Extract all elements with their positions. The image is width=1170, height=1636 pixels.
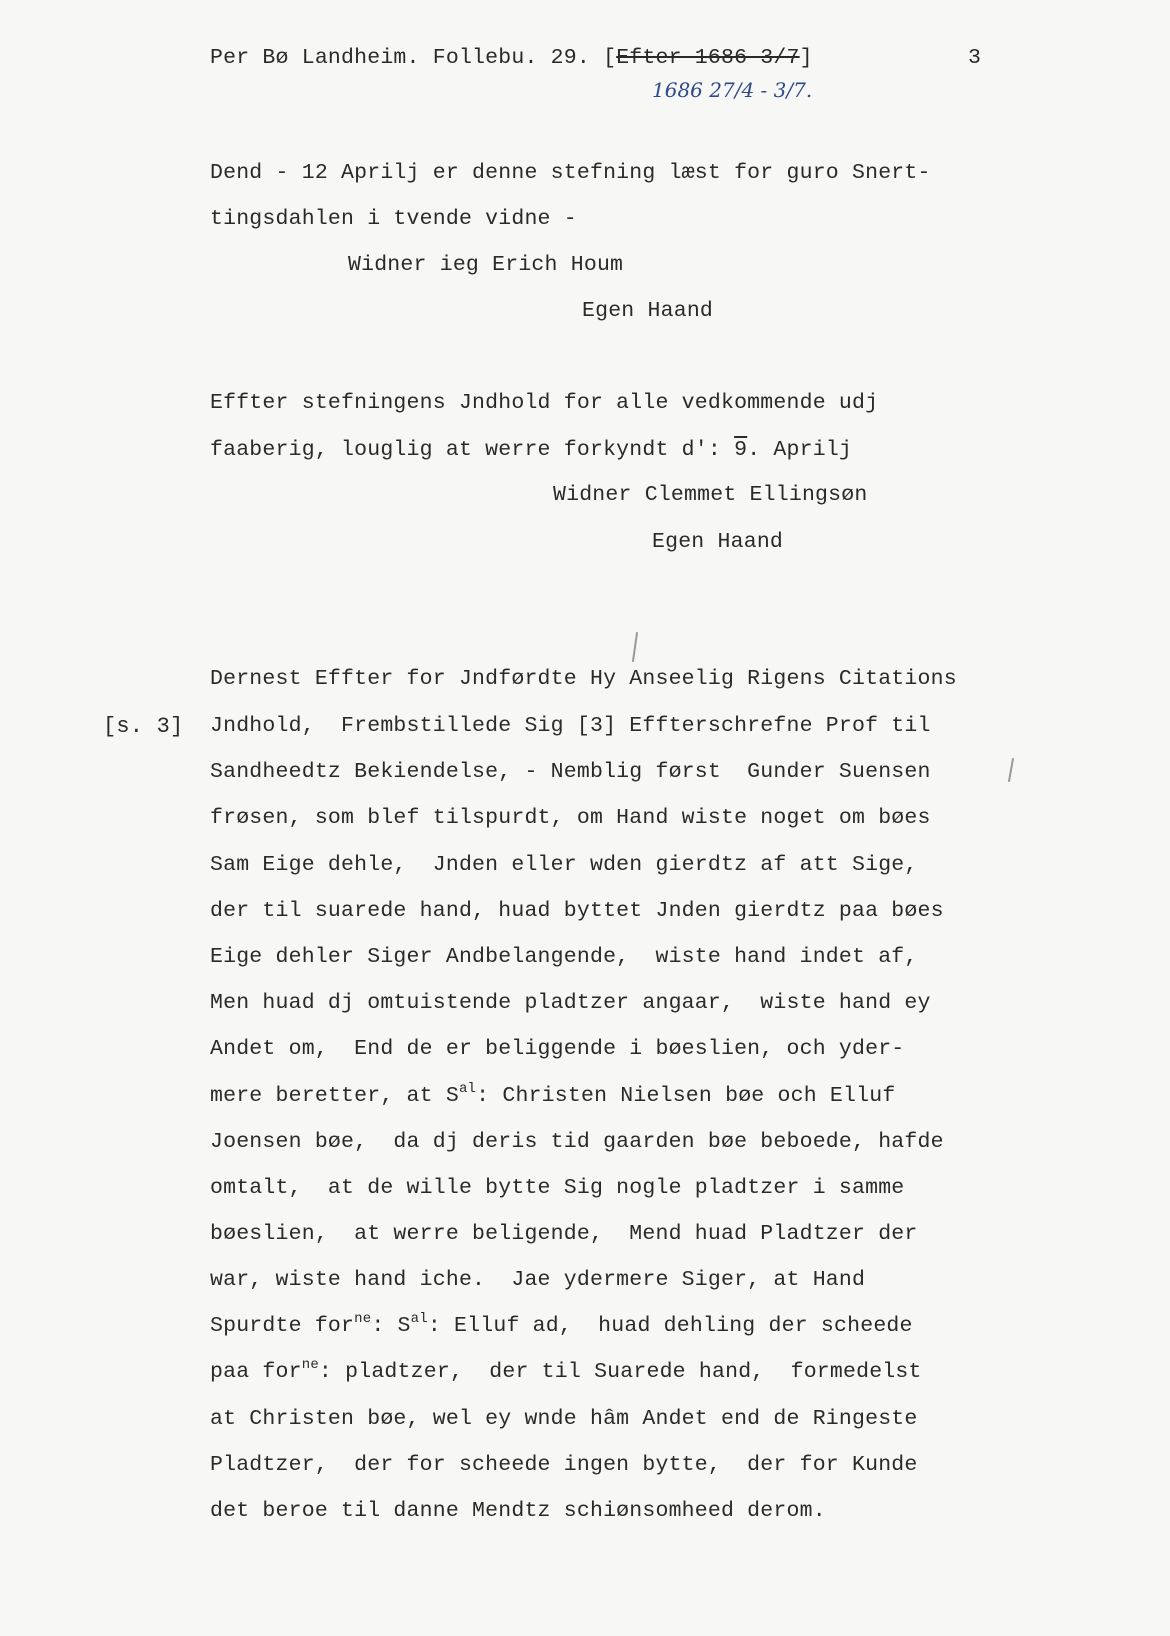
text-line-part: . Aprilj (747, 438, 853, 462)
signature-witness: Widner ieg Erich Houm (348, 253, 624, 277)
text-line-part: : pladtzer, der til Suarede hand, formedelst (318, 1360, 922, 1384)
header-text: Per Bø Landheim. Follebu. 29. (210, 46, 590, 70)
text-line-part: mere beretter, at S (210, 1084, 459, 1108)
text-line-part: : S (371, 1314, 411, 1338)
pencil-mark (632, 632, 638, 662)
text-line: Effter stefningens Jndhold for alle vedkommende udj (210, 391, 879, 415)
text-line: bøeslien, at werre beligende, Mend huad Pladtzer der (210, 1222, 918, 1246)
text-line: at Christen bøe, wel ey wnde hâm Andet end de Ringeste (210, 1407, 918, 1431)
text-line-part: : Christen Nielsen bøe och Elluf (476, 1084, 896, 1108)
text-line: der til suarede hand, huad byttet Jnden gierdtz paa bøes (210, 899, 944, 923)
text-line: Men huad dj omtuistende pladtzer angaar, wiste hand ey (210, 991, 931, 1015)
date-day: 9 (734, 438, 748, 462)
text-line: Joensen bøe, da dj deris tid gaarden bøe beboede, hafde (210, 1130, 944, 1154)
text-line: Dend - 12 Aprilj er denne stefning læst for guro Snert- (210, 161, 931, 185)
pencil-mark (1008, 758, 1014, 782)
text-line (210, 1357, 922, 1384)
text-line-part: Spurdte for (210, 1314, 355, 1338)
text-line-part: : Elluf ad, huad dehling der scheede (427, 1314, 913, 1338)
signature-hand: Egen Haand (652, 530, 784, 554)
text-line: Jndhold, Frembstillede Sig [3] Effterschrefne Prof til (210, 714, 931, 738)
superscript: ne (301, 1357, 319, 1373)
text-line: war, wiste hand iche. Jae ydermere Siger, at Hand (210, 1268, 866, 1292)
text-line: Eige dehler Siger Andbelangende, wiste hand indet af, (210, 945, 918, 969)
text-line (210, 1311, 913, 1338)
text-line: Sam Eige dehle, Jnden eller wden gierdtz af att Sige, (210, 853, 918, 877)
text-line: frøsen, som blef tilspurdt, om Hand wiste noget om bøes (210, 806, 931, 830)
signature-hand: Egen Haand (582, 299, 714, 323)
page-number: 3 (968, 46, 982, 70)
text-line: Sandheedtz Bekiendelse, - Nemblig først Gunder Suensen (210, 760, 931, 784)
text-line: Pladtzer, der for scheede ingen bytte, der for Kunde (210, 1453, 918, 1477)
text-line: tingsdahlen i tvende vidne - (210, 207, 577, 231)
text-line: Andet om, End de er beliggende i bøeslien, och yder- (210, 1037, 905, 1061)
text-line (210, 1081, 896, 1108)
superscript: al (410, 1311, 428, 1327)
handwritten-correction: 1686 27/4 - 3/7. (652, 78, 813, 102)
text-line: det beroe til danne Mendtz schiønsomheed derom. (210, 1499, 826, 1523)
header-struck-text: Efter 1686 3/7 (616, 46, 800, 70)
header-line: Per Bø Landheim. Follebu. 29. [Efter 1686 3/7] (210, 46, 813, 70)
text-line-part: paa for (210, 1360, 302, 1384)
text-line: omtalt, at de wille bytte Sig nogle pladtzer i samme (210, 1176, 905, 1200)
text-line: Dernest Effter for Jndførdte Hy Anseelig Rigens Citations (210, 667, 957, 691)
margin-page-ref: [s. 3] (103, 714, 184, 739)
text-line-part: faaberig, louglig at werre forkyndt d': (210, 438, 735, 462)
superscript: ne (354, 1311, 372, 1327)
text-line (210, 440, 852, 462)
superscript: al (458, 1081, 477, 1097)
signature-witness: Widner Clemmet Ellingsøn (553, 483, 868, 507)
